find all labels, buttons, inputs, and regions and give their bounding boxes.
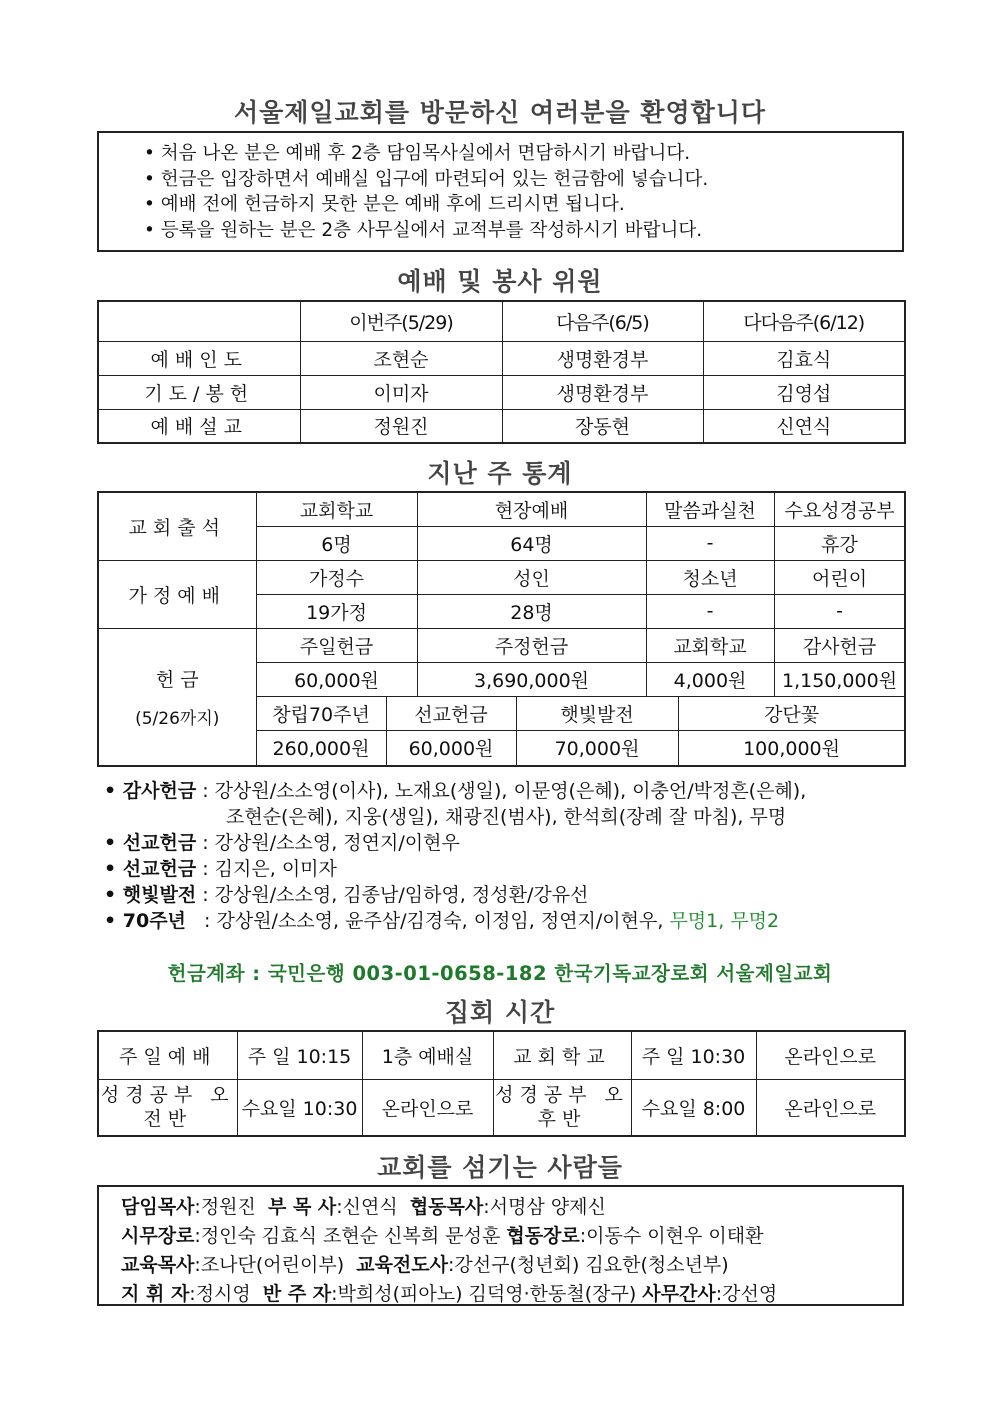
staff-names: :강선영 bbox=[715, 1283, 778, 1305]
list-text: 강상원/소소영(이사), 노재요(생일), 이문영(은혜), 이충언/박정흔(은혜), bbox=[214, 780, 807, 802]
offering-header: 교회학교 bbox=[646, 628, 774, 662]
list-sep: : bbox=[196, 780, 215, 802]
staff-role: 사무간사 bbox=[642, 1283, 716, 1305]
duty-row-label: 예배인도 bbox=[98, 341, 300, 375]
offering-header: 감사헌금 bbox=[774, 628, 905, 662]
home-value: - bbox=[646, 594, 774, 628]
offering-header: 강단꽃 bbox=[678, 696, 905, 730]
duty-cell: 장동현 bbox=[502, 409, 703, 443]
list-sep: : bbox=[196, 832, 215, 854]
staff-names: :강선구(청년회) 김요한(청소년부) bbox=[448, 1254, 729, 1276]
staff-role: 지 휘 자 bbox=[121, 1283, 190, 1305]
duty-cell: 김효식 bbox=[703, 341, 905, 375]
duty-cell: 정원진 bbox=[300, 409, 502, 443]
list-sep: : bbox=[185, 910, 217, 932]
meeting-place: 1층 예배실 bbox=[362, 1031, 493, 1079]
offering-value: 1,150,000원 bbox=[774, 662, 905, 696]
list-item bbox=[104, 882, 806, 908]
attendance-header: 수요성경공부 bbox=[774, 492, 905, 526]
home-header: 청소년 bbox=[646, 560, 774, 594]
offering-value: 260,000원 bbox=[256, 730, 386, 766]
list-item-continued bbox=[104, 804, 806, 830]
meetings-title: 집회 시간 bbox=[444, 998, 556, 1027]
home-value: - bbox=[774, 594, 905, 628]
staff-line bbox=[121, 1193, 902, 1222]
staff-names: :정시영 bbox=[189, 1283, 263, 1305]
attendance-header: 말씀과실천 bbox=[646, 492, 774, 526]
duty-cell: 김영섭 bbox=[703, 375, 905, 409]
offering-label-cell bbox=[98, 628, 256, 766]
notice-line: • 처음 나온 분은 예배 후 2층 담임목사실에서 면담하시기 바랍니다. bbox=[144, 143, 691, 164]
staff-role: 협동장로 bbox=[506, 1225, 580, 1247]
welcome-title: 서울제일교회를 방문하신 여러분을 환영합니다 bbox=[233, 98, 767, 127]
duty-cell: 신연식 bbox=[703, 409, 905, 443]
meeting-name: 성경공부 오전반 bbox=[98, 1079, 237, 1136]
meeting-place: 온라인으로 bbox=[756, 1079, 905, 1136]
staff-line bbox=[121, 1251, 902, 1280]
staff-names: :박희성(피아노) 김덕영·한동철(장구) bbox=[331, 1283, 643, 1305]
meeting-time: 수요일 8:00 bbox=[631, 1079, 756, 1136]
staff-line bbox=[121, 1222, 902, 1251]
list-text: 강상원/소소영, 김종남/임하영, 정성환/강유선 bbox=[214, 884, 589, 906]
stats-table bbox=[97, 491, 906, 767]
duty-cell: 이미자 bbox=[300, 375, 502, 409]
attendance-header: 현장예배 bbox=[417, 492, 646, 526]
list-text: 김지은, 이미자 bbox=[214, 858, 337, 880]
staff-role: 시무장로 bbox=[121, 1225, 195, 1247]
duty-cell: 생명환경부 bbox=[502, 341, 703, 375]
meeting-time: 주 일 10:30 bbox=[631, 1031, 756, 1079]
attendance-value: 64명 bbox=[417, 526, 646, 560]
staff-role: 부 목 사 bbox=[267, 1196, 337, 1218]
duty-row-label: 기도/봉헌 bbox=[98, 375, 300, 409]
staff-role: 반 주 자 bbox=[262, 1283, 332, 1305]
list-label: • 선교헌금 bbox=[104, 858, 197, 880]
offering-label: 헌 금 bbox=[155, 668, 199, 691]
meeting-name: 주일예배 bbox=[98, 1031, 237, 1079]
list-text: 강상원/소소영, 정연지/이현우 bbox=[214, 832, 460, 854]
notice-line: • 예배 전에 헌금하지 못한 분은 예배 후에 드리시면 됩니다. bbox=[144, 194, 625, 215]
list-label: • 선교헌금 bbox=[104, 832, 197, 854]
offering-value: 4,000원 bbox=[646, 662, 774, 696]
offering-header: 창립70주년 bbox=[256, 696, 386, 730]
attendance-value: 6명 bbox=[256, 526, 417, 560]
staff-line bbox=[121, 1280, 902, 1309]
notice-box bbox=[97, 131, 904, 252]
list-item bbox=[104, 778, 806, 804]
list-label: • 70주년 bbox=[104, 910, 186, 932]
staff-names: :서명삼 양제신 bbox=[483, 1196, 606, 1218]
duty-header: 다음주(6/5) bbox=[502, 301, 703, 341]
home-value: 19가정 bbox=[256, 594, 417, 628]
offering-value: 100,000원 bbox=[678, 730, 905, 766]
list-text: 강상원/소소영, 윤주삼/김경숙, 이정임, 정연지/이현우, bbox=[216, 910, 670, 932]
staff-role: 교육전도사 bbox=[356, 1254, 448, 1276]
staff-title: 교회를 섬기는 사람들 bbox=[377, 1153, 623, 1182]
staff-names: :신연식 bbox=[336, 1196, 410, 1218]
home-header: 성인 bbox=[417, 560, 646, 594]
meeting-time: 주 일 10:15 bbox=[237, 1031, 362, 1079]
staff-names: :정인숙 김효식 조현순 신복희 문성훈 bbox=[194, 1225, 507, 1247]
staff-box bbox=[97, 1185, 904, 1306]
list-item bbox=[104, 830, 806, 856]
home-header: 가정수 bbox=[256, 560, 417, 594]
stats-title: 지난 주 통계 bbox=[427, 459, 573, 488]
list-label: • 감사헌금 bbox=[104, 780, 197, 802]
meetings-table bbox=[97, 1030, 906, 1137]
list-text: 조현순(은혜), 지웅(생일), 채광진(범사), 한석희(장례 잘 마침), 무명 bbox=[226, 806, 787, 828]
staff-role: 협동목사 bbox=[409, 1196, 484, 1218]
staff-names: :조나단(어린이부) bbox=[194, 1254, 357, 1276]
meeting-place: 온라인으로 bbox=[362, 1079, 493, 1136]
list-item bbox=[104, 908, 806, 934]
notice-line: • 헌금은 입장하면서 예배실 입구에 마련되어 있는 헌금함에 넣습니다. bbox=[144, 168, 709, 190]
offering-header: 주일헌금 bbox=[256, 628, 417, 662]
offering-value: 70,000원 bbox=[516, 730, 678, 766]
meeting-time: 수요일 10:30 bbox=[237, 1079, 362, 1136]
offering-header: 주정헌금 bbox=[417, 628, 646, 662]
offering-value: 60,000원 bbox=[386, 730, 516, 766]
offering-sub: (5/26까지) bbox=[135, 708, 220, 729]
offering-header: 선교헌금 bbox=[386, 696, 516, 730]
account-info: 헌금계좌 : 국민은행 003-01-0658-182 한국기독교장로회 서울제일교회 bbox=[167, 962, 833, 985]
list-item bbox=[104, 856, 806, 882]
offering-header: 햇빛발전 bbox=[516, 696, 678, 730]
list-sep: : bbox=[196, 884, 215, 906]
list-text-anonymous: 무명1, 무명2 bbox=[669, 910, 780, 932]
offering-value: 3,690,000원 bbox=[417, 662, 646, 696]
notice-line: • 등록을 원하는 분은 2층 사무실에서 교적부를 작성하시기 바랍니다. bbox=[144, 219, 703, 241]
duty-table bbox=[97, 300, 906, 444]
attendance-label: 교회출석 bbox=[98, 492, 256, 560]
attendance-value: - bbox=[646, 526, 774, 560]
duty-header-blank bbox=[98, 301, 300, 341]
duty-row-label: 예배설교 bbox=[98, 409, 300, 443]
home-value: 28명 bbox=[417, 594, 646, 628]
meeting-name: 성경공부 오후반 bbox=[493, 1079, 631, 1136]
meeting-name: 교회학교 bbox=[493, 1031, 631, 1079]
duty-title: 예배 및 봉사 위원 bbox=[397, 267, 603, 296]
home-worship-label: 가정예배 bbox=[98, 560, 256, 628]
attendance-value: 휴강 bbox=[774, 526, 905, 560]
staff-names: :정원진 bbox=[194, 1196, 268, 1218]
meeting-place: 온라인으로 bbox=[756, 1031, 905, 1079]
list-label: • 햇빛발전 bbox=[104, 884, 197, 906]
staff-role: 교육목사 bbox=[121, 1254, 195, 1276]
duty-cell: 생명환경부 bbox=[502, 375, 703, 409]
offering-value: 60,000원 bbox=[256, 662, 417, 696]
duty-header: 이번주(5/29) bbox=[300, 301, 502, 341]
list-sep: : bbox=[196, 858, 215, 880]
staff-names: :이동수 이현우 이태환 bbox=[579, 1225, 764, 1247]
home-header: 어린이 bbox=[774, 560, 905, 594]
duty-header: 다다음주(6/12) bbox=[703, 301, 905, 341]
offering-list bbox=[104, 778, 806, 934]
attendance-header: 교회학교 bbox=[256, 492, 417, 526]
duty-cell: 조현순 bbox=[300, 341, 502, 375]
staff-role: 담임목사 bbox=[121, 1196, 195, 1218]
